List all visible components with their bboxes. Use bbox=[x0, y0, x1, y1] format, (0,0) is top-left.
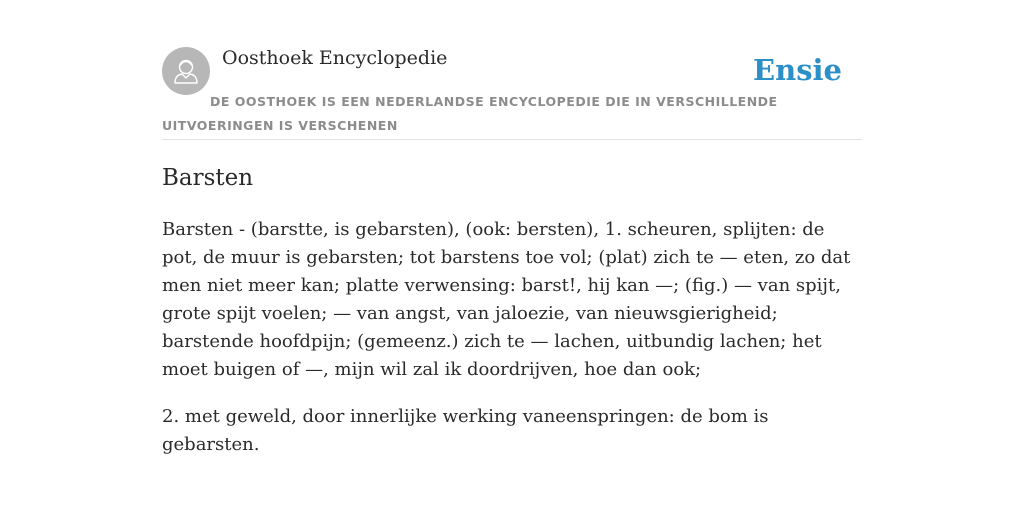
site-tagline: DE OOSTHOEK IS EEN NEDERLANDSE ENCYCLOPEDIE DIE IN VERSCHILLENDE UITVOERINGEN IS VERSCHENEN bbox=[162, 94, 778, 133]
article-paragraph-1: Barsten - (barstte, is gebarsten), (ook: bersten), 1. scheuren, splijten: de pot, de muur is gebarsten; tot barstens toe vol; (plat) zich te — eten, zo dat men niet meer kan; platte verwensing: barst!, hij kan —; (fig.) — van spijt, grote spijt voelen; — van angst, van jaloezie, van nieuwsgierigheid; barstende hoofdpijn; (gemeenz.) zich te — lachen, uitbundig lachen; het moet buigen of —, mijn wil zal ik doordrijven, hoe dan ook; bbox=[162, 219, 851, 380]
page-header bbox=[162, 44, 862, 140]
site-name[interactable]: Oosthoek Encyclopedie bbox=[222, 47, 448, 69]
brand-logo[interactable]: Ensie bbox=[753, 53, 842, 87]
article bbox=[162, 162, 862, 459]
avatar[interactable] bbox=[162, 47, 210, 95]
article-title: Barsten bbox=[162, 165, 254, 191]
article-paragraph-2: 2. met geweld, door innerlijke werking vaneenspringen: de bom is gebarsten. bbox=[162, 406, 769, 455]
user-silhouette-icon bbox=[162, 47, 210, 95]
